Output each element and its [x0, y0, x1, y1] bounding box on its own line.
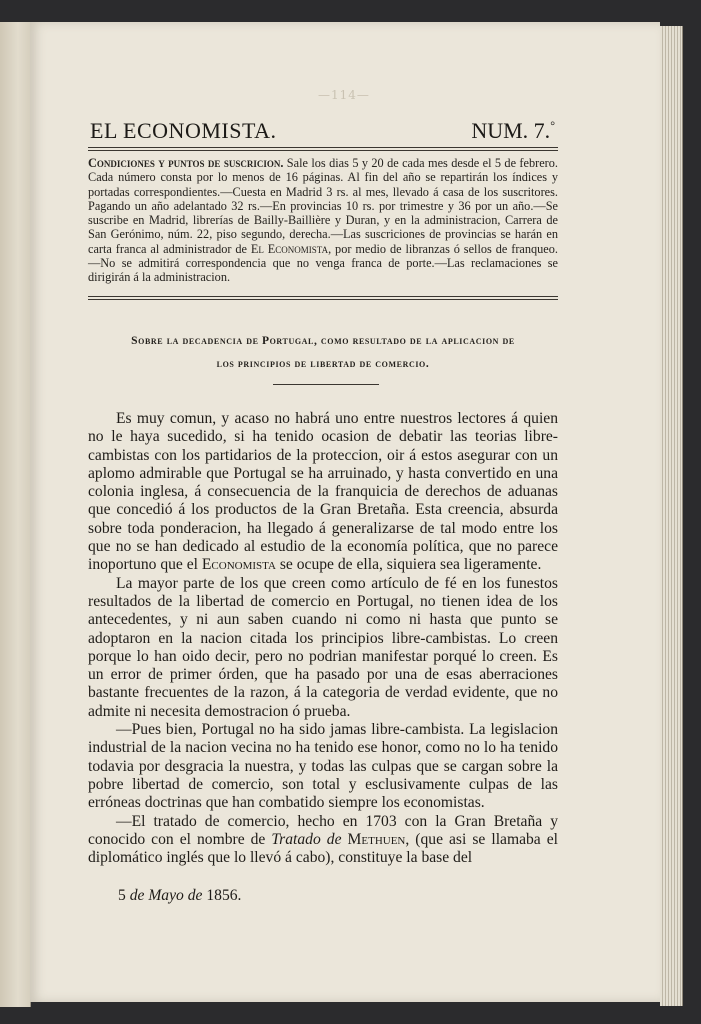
issue-number [471, 118, 555, 144]
page-folio: —114— [318, 88, 370, 102]
masthead-rule [88, 147, 558, 151]
paragraph-3: —Pues bien, Portugal no ha sido jamas libre-cambista. La legislacion industrial de la nacion vecina no ha tenido ese honor, como no lo ha tenido todavia por desgracia la nuestra, y todas las culpas que se cargan sobre la pobre libertad de comercio, son total y esclusivamente culpas de las erróneas doctrinas que han combatido siempre los economistas. [88, 721, 558, 812]
paragraph-1-text: Es muy comun, y acaso no habrá uno entre nuestros lectores á quien no le haya sucedido, si ha tenido ocasion de debatir las teorias libre-cambistas con los partidarios de la proteccion, oir á estos asegurar con un aplomo admirable que Portugal se ha arruinado, y hasta convertido en una colonia inglesa, á consecuencia de la franquicia de derechos de aduanas que concedió á los productos de la Gran Bretaña. Esta creencia, absurda sobre toda ponderacion, ha llegado á generalizarse de tal modo entre los que no se han dedicado al estudio de la economía política, que no parece inoportuno que el [88, 410, 558, 574]
facing-page-edge [0, 22, 31, 1007]
article-title-line-1: Sobre la decadencia de Portugal, como resultado de la aplicacion de [131, 335, 515, 347]
journal-title: EL ECONOMISTA. [90, 118, 277, 143]
issue-date [118, 887, 241, 905]
paragraph-4 [88, 813, 558, 868]
conditions-lead: Condiciones y puntos de suscricion. [88, 156, 284, 170]
conditions-text-b: , por medio de libranzas ó sellos de franqueo.—No se admitirá correspondencia que no venga franca de porte.—Las reclamaciones se dirigirán á la administracion. [88, 241, 558, 285]
paragraph-1-text-end: se ocupe de ella, siquiera sea ligeramente. [275, 556, 542, 574]
issue-number-label: NUM. 7. [471, 118, 551, 143]
date-day: 5 [118, 887, 130, 904]
paragraph-4-text: —El tratado de comercio, hecho en 1703 con la Gran Bretaña y conocido con el nombre de [88, 812, 558, 848]
conditions-journal-name: El Economista [250, 241, 329, 256]
subscription-conditions [88, 156, 558, 285]
treaty-label: Tratado de [271, 830, 348, 848]
article-title [88, 330, 558, 376]
article-body [88, 410, 558, 867]
date-year: 1856. [202, 887, 242, 904]
page-stack-edges [660, 26, 683, 1006]
paragraph-4-text-end: , (que asi se llamaba el diplomático inglés que lo llevó á cabo), constituye la base del [88, 830, 558, 867]
title-divider [273, 384, 379, 385]
issue-number-sup: ° [550, 118, 555, 133]
paragraph-1-journal: Economista [201, 556, 276, 574]
conditions-text-a: Sale los dias 5 y 20 de cada mes desde el 5 de febrero. Cada número consta por lo menos de 16 páginas. Al fin del año se repartirán los índices y portadas correspondientes.—Cuesta en Madrid 3 rs. al mes, llevado á casa de los suscritores. Pagando un año adelantado 32 rs.—En provincias 10 rs. por trimestre y 36 por un año.—Se suscribe en Madrid, librerías de Bailly-Baillière y Duran, y en la administracion, Carrera de San Gerónimo, núm. 22, piso segundo, derecha.—Las suscriciones de provincias se harán en carta franca al administrador de [88, 156, 558, 256]
masthead [90, 118, 555, 144]
treaty-name: Methuen [347, 830, 406, 848]
article-title-line-2: los principios de libertad de comercio. [216, 358, 430, 370]
conditions-rule [88, 296, 558, 300]
paragraph-2: La mayor parte de los que creen como artículo de fé en los funestos resultados de la libertad de comercio en Portugal, no tienen idea de los antecedentes, y ni aun saben cuando ni como ni hasta que punto se adoptaron en la nacion citada los principios libre-cambistas. Lo creen porque lo han oido decir, pero no podrian manifestar porqué lo creen. Es un error de primer órden, que ha pasado por una de esas aberraciones bastante frecuentes de la razon, á la categoria de verdad evidente, que no admite ni necesita demostracion ó prueba. [88, 574, 558, 720]
date-month: de Mayo de [129, 887, 203, 904]
paragraph-1 [88, 410, 558, 575]
